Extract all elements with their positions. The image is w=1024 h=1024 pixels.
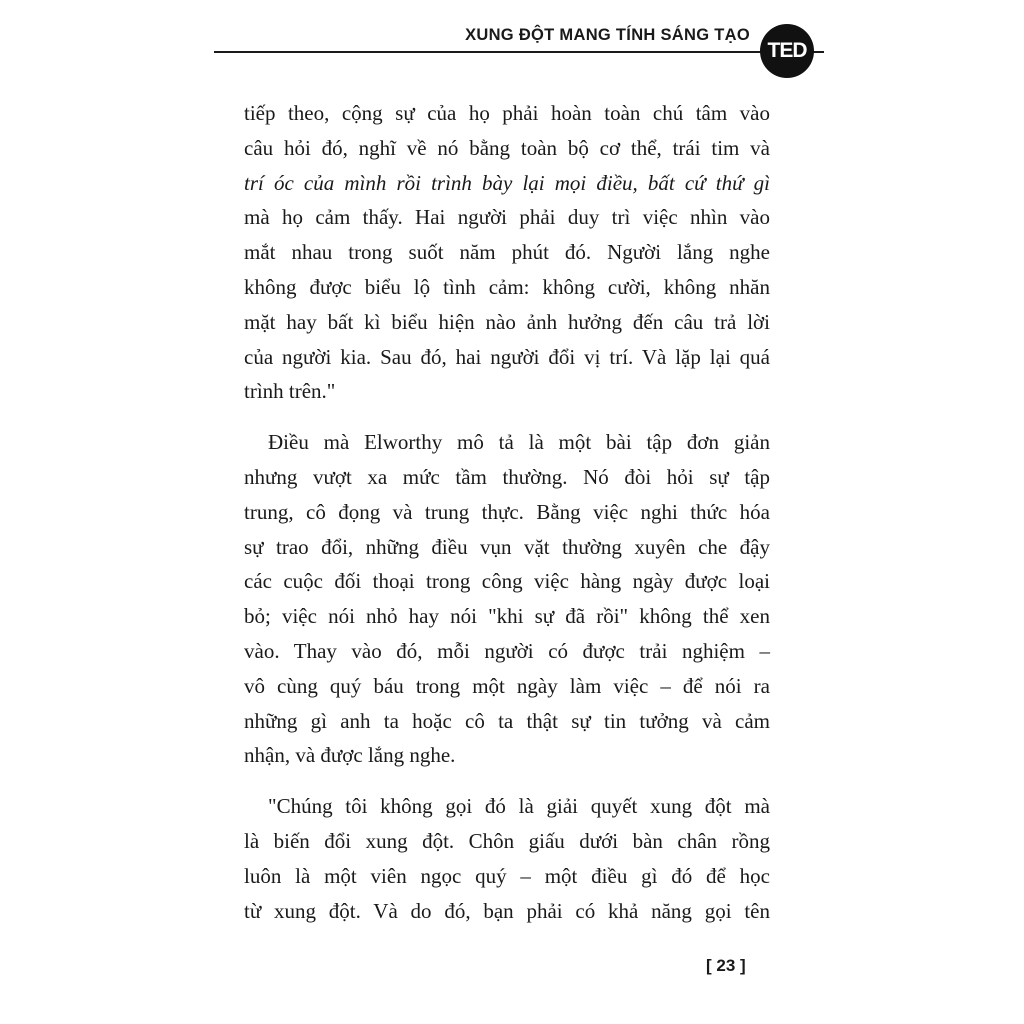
text-line: trình trên." — [244, 379, 336, 404]
text-line: Điều mà Elworthy mô tả là một bài tập đơn giản — [268, 430, 770, 455]
chapter-title: XUNG ĐỘT MANG TÍNH SÁNG TẠO — [459, 26, 750, 45]
running-header — [214, 22, 824, 78]
text-line: những gì anh ta hoặc cô ta thật sự tin tưởng và cảm — [244, 708, 770, 733]
header-rule — [214, 51, 824, 53]
text-line: mắt nhau trong suốt năm phút đó. Người lắng nghe — [244, 240, 770, 265]
text-line: nhưng vượt xa mức tầm thường. Nó đòi hỏi sự tập — [244, 464, 770, 489]
text-line: luôn là một viên ngọc quý – một điều gì đó để học — [244, 863, 770, 888]
paragraph-gap — [244, 773, 770, 789]
text-line: tiếp theo, cộng sự của họ phải hoàn toàn chú tâm vào — [244, 101, 770, 125]
text-line: trung, cô đọng và trung thực. Bằng việc nghi thức hóa — [244, 499, 770, 524]
text-line: của người kia. Sau đó, hai người đổi vị trí. Và lặp lại quá — [244, 344, 770, 369]
text-line: nhận, và được lắng nghe. — [244, 743, 456, 768]
text-line: vô cùng quý báu trong một ngày làm việc – để nói ra — [244, 673, 770, 698]
paragraph-gap — [244, 409, 770, 425]
text-line: không được biểu lộ tình cảm: không cười, không nhăn — [244, 274, 770, 299]
text-line: bỏ; việc nói nhỏ hay nói "khi sự đã rồi" không thể xen — [244, 604, 770, 629]
ted-logo-icon: TED — [760, 24, 814, 78]
text-line: từ xung đột. Và do đó, bạn phải có khả năng gọi tên — [244, 898, 770, 923]
text-line: mặt hay bất kì biểu hiện nào ảnh hưởng đến câu trả lời — [244, 309, 770, 334]
text-line: câu hỏi đó, nghĩ về nó bằng toàn bộ cơ thể, trái tim và — [244, 135, 770, 160]
text-line: mà họ cảm thấy. Hai người phải duy trì việc nhìn vào — [244, 205, 770, 230]
text-line: là biến đổi xung đột. Chôn giấu dưới bàn chân rồng — [244, 828, 770, 853]
page-body — [244, 96, 770, 928]
text-line: sự trao đổi, những điều vụn vặt thường xuyên che đậy — [244, 534, 770, 559]
text-line: các cuộc đối thoại trong công việc hàng ngày được loại — [244, 569, 770, 594]
text-line: vào. Thay vào đó, mỗi người có được trải nghiệm – — [244, 638, 770, 663]
page-number: [ 23 ] — [706, 956, 746, 975]
text-line: "Chúng tôi không gọi đó là giải quyết xung đột mà — [268, 794, 770, 819]
text-line: trí óc của mình rồi trình bày lại mọi điều, bất cứ thứ gì — [244, 170, 770, 195]
